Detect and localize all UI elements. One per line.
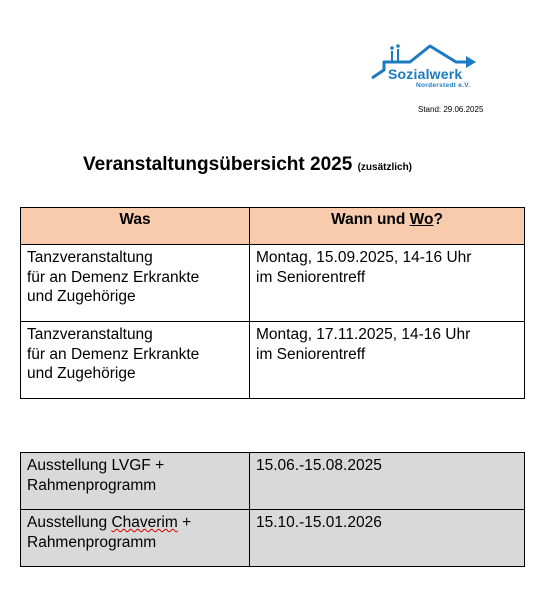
table-row (21, 510, 525, 567)
table-row (21, 322, 525, 399)
cell-line: und Zugehörige (27, 288, 136, 305)
cell-line (27, 513, 243, 533)
cell-wann: 15.10.-15.01.2026 (250, 510, 525, 567)
header-question-mark: ? (433, 211, 443, 228)
cell-line: Rahmenprogramm (27, 476, 157, 494)
cell-was (21, 322, 250, 399)
table-header-row (21, 208, 525, 245)
cell-line: im Seniorentreff (256, 268, 366, 286)
sozialwerk-logo (370, 40, 490, 100)
header-was: Was (21, 208, 250, 245)
cell-line: Tanzveranstaltung (27, 249, 153, 266)
cell-wann (250, 245, 525, 322)
cell-text: Ausstellung (27, 514, 112, 531)
header-wann (250, 208, 525, 245)
events-table (20, 207, 525, 399)
title-main: Veranstaltungsübersicht 2025 (83, 154, 353, 175)
cell-was (21, 453, 250, 510)
cell-line: Montag, 17.11.2025, 14-16 Uhr (256, 326, 471, 343)
cell-line: für an Demenz Erkrankte (27, 268, 200, 286)
cell-line: Tanzveranstaltung (27, 326, 153, 343)
stand-date: Stand: 29.06.2025 (418, 105, 484, 114)
table-row (21, 245, 525, 322)
cell-wann: 15.06.-15.08.2025 (250, 453, 525, 510)
table-row (21, 453, 525, 510)
exhibitions-table (20, 452, 525, 567)
header-wo: Wo (409, 211, 434, 228)
page-title (83, 154, 412, 176)
logo-name: Sozialwerk (388, 66, 463, 82)
cell-line: Montag, 15.09.2025, 14-16 Uhr (256, 249, 472, 266)
cell-text: + (177, 514, 192, 531)
title-suffix: (zusätzlich) (357, 162, 413, 173)
cell-line: Rahmenprogramm (27, 533, 157, 551)
cell-wann (250, 322, 525, 399)
spellcheck-flagged-word: Chaverim (111, 514, 178, 531)
cell-was (21, 245, 250, 322)
cell-line: und Zugehörige (27, 365, 136, 382)
cell-line: im Seniorentreff (256, 345, 366, 363)
cell-line: Ausstellung LVGF + (27, 457, 165, 474)
header-wann-text: Wann und (331, 211, 410, 228)
logo-subtitle: Norderstedt e.V. (416, 82, 471, 89)
cell-line: für an Demenz Erkrankte (27, 345, 200, 363)
cell-was (21, 510, 250, 567)
